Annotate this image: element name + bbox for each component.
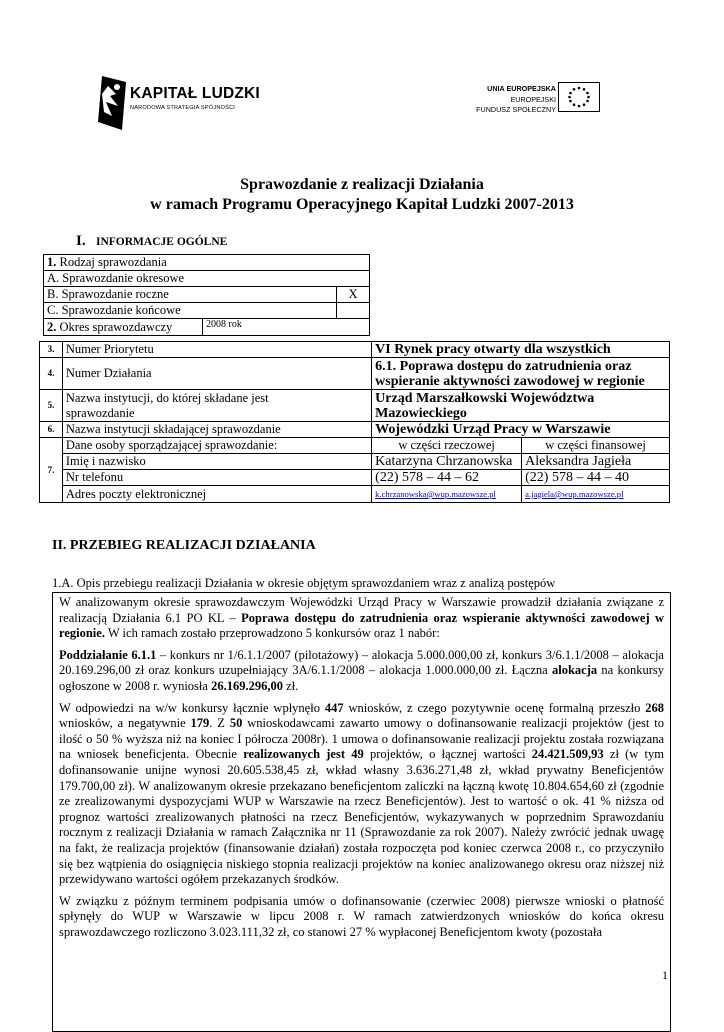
info-name-label: Imię i nazwisko: [62, 454, 371, 470]
desc-p1a: W analizowanym okresie sprawozdawczym Wojewódzki Urząd Pracy w Warszawie prowadził działania związane z realizacją Działania 6.1 PO KL –: [59, 595, 664, 625]
desc-p3l: 24.421.509,93: [531, 747, 604, 762]
info-row3-value: VI Rynek pracy otwarty dla wszystkich: [372, 342, 670, 358]
section1-heading: INFORMACJE OGÓLNE: [96, 236, 228, 248]
report-type-row-c: C. Sprawozdanie końcowe: [44, 303, 337, 319]
description-box: [52, 592, 671, 1032]
desc-p2d: na konkursy ogłoszone w 2008 r. wyniosła: [59, 663, 664, 693]
eu-flag-icon: [558, 82, 600, 112]
section2-heading: II. PRZEBIEG REALIZACJI DZIAŁANIA: [52, 538, 316, 553]
info-phone1: (22) 578 – 44 – 62: [372, 470, 522, 486]
info-phone2: (22) 578 – 44 – 40: [522, 470, 670, 486]
section1-number: I.: [76, 233, 86, 249]
desc-p3g: . Z: [209, 716, 230, 731]
info-row7-num: 7.: [40, 438, 63, 503]
desc-p3m: zł (w tym dofinansowanie unijne wynosi 20.605.538,45 zł, wkład własny 3.636.271,48 zł, wkład prywatny Beneficjentów 179.700,00 zł). W analizowanym okresie przekazano beneficjentom zaliczki na łączną kwotę 10.804.654,60 zł (zgodnie ze zrealizowanymi dyspozycjami WUP w Warszawie na rzecz Beneficjentów). Jest to wartość o ok. 41 % niższa od prognoz wartości zrealizowanych płatności na rzecz Beneficjentów, wykazywanych w poprzednim Sprawozdaniu rocznym z realizacji Działania w ramach Załącznika nr 11 (Sprawozdanie za rok 2007). Należy zwrócić jednak uwagę na fakt, że realizacja projektów (finansowanie działań) została rozpoczęta pod koniec czerwca 2008 r., co przyczyniło się bez wątpienia do osiągnięcia niskiego stopnia realizacji projektów na koniec analizowanego okresu oraz niższej niż przewidywano wartości ogółem przekazanych środków.: [59, 747, 664, 887]
eu-logo-text: [476, 84, 556, 116]
info-row5-value: [372, 390, 670, 422]
document-title-line1: Sprawozdanie z realizacji Działania: [240, 176, 484, 193]
period-label-cell: [44, 319, 203, 336]
eu-line2: EUROPEJSKI: [510, 94, 556, 104]
info-row6-num: 6.: [40, 422, 63, 438]
desc-p3c: wniosków, z czego pozytywnie ocenę formalną przeszło: [343, 700, 646, 715]
info-row3-num: 3.: [40, 342, 63, 358]
period-label: Okres sprawozdawczy: [56, 319, 173, 334]
desc-p3a: W odpowiedzi na w/w konkursy łącznie wpłynęło: [59, 700, 325, 715]
desc-p2f: zł.: [282, 678, 299, 693]
period-value: 2008 rok: [203, 319, 370, 336]
kapital-ludzki-subtitle: NARODOWA STRATEGIA SPÓJNOŚCI: [130, 105, 236, 111]
info-row7-header-label: Dane osoby sporządzającej sprawozdanie:: [62, 438, 371, 454]
info-row7-col2: w części finansowej: [522, 438, 670, 454]
info-row5-num: 5.: [40, 390, 63, 422]
kapital-ludzki-emblem-icon: [96, 72, 128, 134]
report-type-row-c-mark[interactable]: [337, 303, 370, 319]
desc-p3f: 179: [190, 716, 210, 731]
info-row6-label: Nazwa instytucji składającej sprawozdanie: [62, 422, 371, 438]
desc-p2b: – konkurs nr 1/6.1.1/2007 (pilotażowy) – alokacja 5.000.000,00 zł, konkurs 3/6.1.1/2008 – alokacja 20.169.296,00 zł oraz konkurs uzupełniający 3A/6.1.1/2008 – alokacja 1.000.000,00 zł. Łączna: [59, 647, 664, 678]
info-table: [39, 341, 670, 503]
desc-p3i: wnioskodawcami zawarto umowy o dofinansowanie realizacji projektów (jest to ilość o 50 % wyższa niż na koniec I półrocza 2008r). 1 umowa o dofinansowanie realizacji projektu została rozwiązana na wniosek beneficjenta. Obecnie: [59, 716, 665, 762]
info-row4-label: Numer Działania: [62, 358, 371, 390]
info-row5-label-l1: Nazwa instytucji, do której składane jest: [65, 390, 269, 405]
desc-paragraph-4: W związku z późnym terminem podpisania umów o dofinansowanie (czerwiec 2008) pierwsze wnioski o płatność spłynęły do WUP w Warszawie w lipcu 2008 r. W ramach zatwierdzonych wniosków do końca okresu sprawozdawczego rozliczono 3.023.111,32 zł, co stanowi 27 % wypłaconej Beneficjentom kwoty (pozostała: [59, 893, 664, 939]
desc-p3j: realizowanych jest 49: [243, 747, 364, 762]
info-email1-link[interactable]: k.chrzanowska@wup.mazowsze.pl: [375, 489, 496, 499]
info-name2: Aleksandra Jagieła: [522, 454, 670, 470]
info-email2-link[interactable]: a.jagiela@wup.mazowsze.pl: [525, 489, 624, 499]
info-row6-value: Wojewódzki Urząd Pracy w Warszawie: [372, 422, 670, 438]
desc-p2a: Poddziałanie 6.1.1: [59, 647, 157, 662]
section2-1a-label: 1.A. Opis przebiegu realizacji Działania w okresie objętym sprawozdaniem wraz z analizą postępów: [52, 576, 556, 590]
desc-paragraph-2: [59, 648, 664, 695]
report-type-row-b: B. Sprawozdanie roczne: [44, 287, 337, 303]
info-row5-value-l2: Mazowieckiego: [375, 405, 467, 421]
eu-logo: [462, 82, 602, 124]
desc-p1b: Poprawa dostępu do zatrudnienia oraz wspieranie aktywności zawodowej w regionie.: [59, 610, 665, 641]
page-number: 1: [662, 968, 668, 982]
info-row4-value: [372, 358, 670, 390]
info-row5-label: [62, 390, 371, 422]
info-email1-cell: [372, 486, 522, 503]
info-name1: Katarzyna Chrzanowska: [372, 454, 522, 470]
info-row4-num: 4.: [40, 358, 63, 390]
period-num: 2.: [47, 319, 57, 334]
desc-p3e: wniosków, a negatywnie: [59, 716, 191, 731]
info-row5-value-l1: Urząd Marszałkowski Województwa: [375, 390, 595, 406]
desc-p2e: 26.169.296,00: [211, 678, 283, 693]
report-type-header: [44, 255, 370, 271]
info-email-label: Adres poczty elektronicznej: [62, 486, 371, 503]
info-row3-label: Numer Priorytetu: [62, 342, 371, 358]
desc-p1c: W ich ramach zostało przeprowadzono 5 konkursów oraz 1 nabór:: [104, 626, 440, 641]
desc-paragraph-1: [59, 595, 664, 642]
kapital-ludzki-name: KAPITAŁ LUDZKI: [130, 85, 260, 102]
info-email2-cell: [522, 486, 670, 503]
eu-line1: UNIA EUROPEJSKA: [487, 84, 556, 93]
desc-p3d: 268: [645, 700, 665, 715]
desc-p2c: alokacja: [552, 663, 598, 678]
report-type-row-a: A. Sprawozdanie okresowe: [44, 271, 370, 287]
report-type-header-num: 1.: [47, 255, 57, 269]
desc-p3k: projektów, o łącznej wartości: [363, 747, 532, 762]
report-type-row-b-mark[interactable]: X: [337, 287, 370, 303]
kapital-ludzki-logo: [96, 72, 271, 132]
info-row4-value-l1: 6.1. Poprawa dostępu do zatrudnienia oraz: [375, 358, 632, 374]
report-type-header-label: Rodzaj sprawozdania: [56, 255, 167, 269]
document-title-line2: w ramach Programu Operacyjnego Kapitał Ludzki 2007-2013: [150, 196, 574, 213]
report-type-table: [43, 254, 370, 336]
info-row7-col1: w części rzeczowej: [372, 438, 522, 454]
desc-paragraph-3: [59, 701, 664, 888]
eu-line3: FUNDUSZ SPOŁECZNY: [476, 105, 556, 114]
desc-p3b: 447: [324, 700, 344, 715]
info-phone-label: Nr telefonu: [62, 470, 371, 486]
desc-p3h: 50: [229, 716, 243, 731]
info-row5-label-l2: sprawozdanie: [65, 405, 135, 420]
info-row4-value-l2: wspieranie aktywności zawodowej w regionie: [375, 373, 645, 389]
